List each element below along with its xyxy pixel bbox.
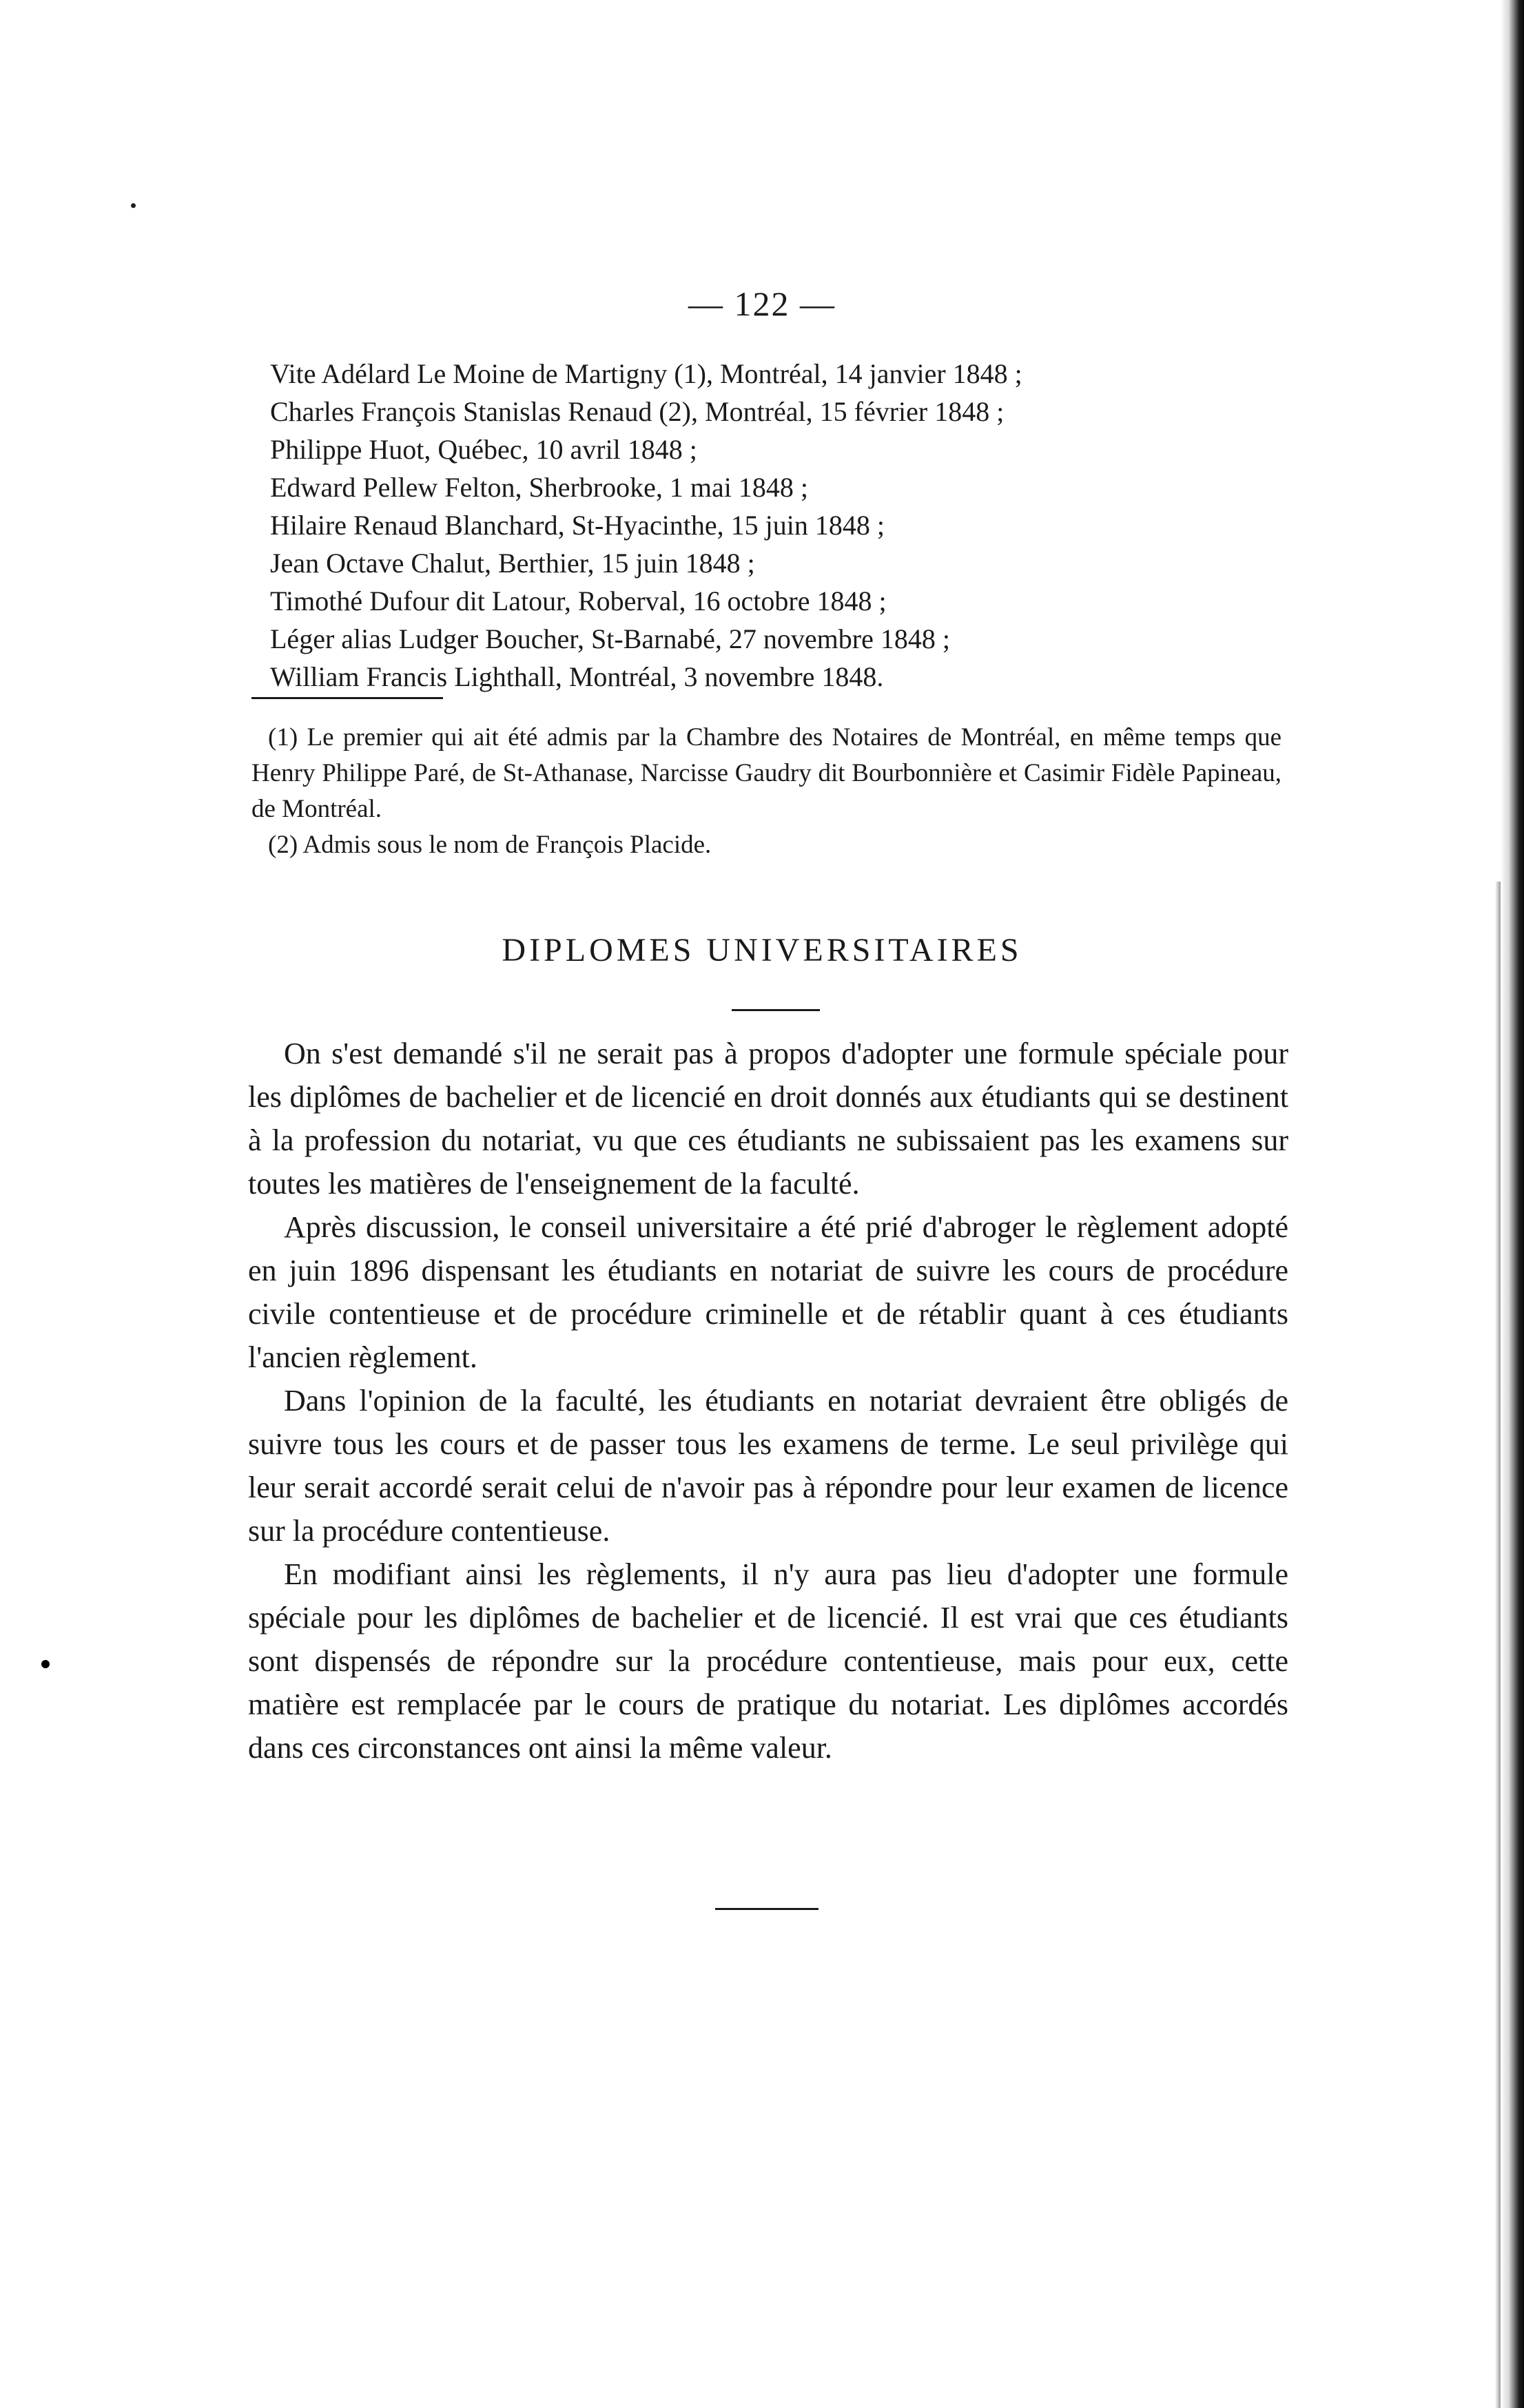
footnote: (2) Admis sous le nom de François Placide.: [268, 831, 712, 859]
end-divider: [715, 1908, 818, 1910]
section-title: DIPLOMES UNIVERSITAIRES: [502, 932, 1022, 968]
list-item: William Francis Lighthall, Montréal, 3 novembre 1848.: [270, 661, 884, 692]
scan-speck: [41, 1660, 50, 1668]
list-item: Edward Pellew Felton, Sherbrooke, 1 mai 1848 ;: [270, 472, 808, 503]
list-item: Hilaire Renaud Blanchard, St-Hyacinthe, 15 juin 1848 ;: [270, 510, 885, 541]
list-item: Vite Adélard Le Moine de Martigny (1), Montréal, 14 janvier 1848 ;: [270, 358, 1022, 389]
footnote: (1) Le premier qui ait été admis par la Chambre des Notaires de Montréal, en même temps que Henry Philippe Paré, de St-Athanase, Narcisse Gaudry dit Bourbonnière et Casimir Fidèle Papineau, de Montréal.: [251, 723, 1281, 823]
footnotes: [251, 720, 1281, 863]
admission-list: [270, 355, 1304, 696]
list-item: Philippe Huot, Québec, 10 avril 1848 ;: [270, 434, 697, 465]
footnote-divider: [251, 697, 443, 699]
list-item: Léger alias Ludger Boucher, St-Barnabé, 27 novembre 1848 ;: [270, 623, 950, 654]
list-item: Jean Octave Chalut, Berthier, 15 juin 1848 ;: [270, 548, 755, 579]
scan-edge-inner-shadow: [1495, 882, 1501, 2408]
paragraph: En modifiant ainsi les règlements, il n'y aura pas lieu d'adopter une formule spéciale pour les diplômes de bachelier et de licencié. Il est vrai que ces étudiants sont dispensés de répondre sur la procédure contentieuse, mais pour eux, cette matière est remplacée par le cours de pratique du notariat. Les diplômes accordés dans ces circonstances ont ainsi la même valeur.: [248, 1557, 1288, 1765]
body-text: [248, 1032, 1288, 1769]
title-divider: [732, 1009, 820, 1011]
paragraph: Dans l'opinion de la faculté, les étudiants en notariat devraient être obligés de suivre tous les cours et de passer tous les examens de terme. Le seul privilège qui leur serait accordé serait celui de n'avoir pas à répondre pour leur examen de licence sur la procédure contentieuse.: [248, 1384, 1288, 1548]
list-item: Charles François Stanislas Renaud (2), Montréal, 15 février 1848 ;: [270, 396, 1005, 427]
scan-speck: [131, 203, 136, 208]
paragraph: On s'est demandé s'il ne serait pas à propos d'adopter une formule spéciale pour les diplômes de bachelier et de licencié en droit donnés aux étudiants qui se destinent à la profession du notariat, vu que ces étudiants ne subissaient pas les examens sur toutes les matières de l'enseignement de la faculté.: [248, 1037, 1288, 1201]
page-number: — 122 —: [688, 284, 836, 323]
paragraph: Après discussion, le conseil universitaire a été prié d'abroger le règlement adopté en juin 1896 dispensant les étudiants en notariat de suivre les cours de procédure civile contentieuse et de procédure criminelle et de rétablir quant à ces étudiants l'ancien règlement.: [248, 1210, 1288, 1374]
scan-edge-shadow: [1501, 0, 1524, 2408]
list-item: Timothé Dufour dit Latour, Roberval, 16 octobre 1848 ;: [270, 585, 887, 616]
